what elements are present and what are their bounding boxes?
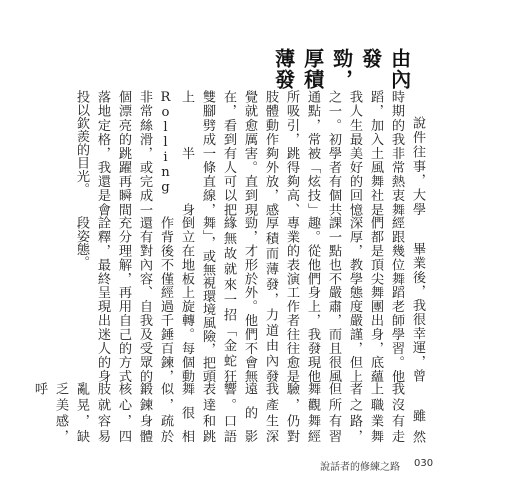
paragraph-3: 雖然我沒有走上職業舞者之路，但所有習舞觀舞經驗，仍對我產生深遠的影響。口語表達和跳舞很相似，疏於鍛鍊身體核心，四肢就容易亂晃，缺乏美感，呼 bbox=[32, 382, 425, 443]
chapter-title: 由內發勁，厚積薄發 bbox=[271, 48, 412, 90]
page-number: 030 bbox=[414, 458, 434, 469]
page-footer bbox=[320, 458, 433, 473]
paragraph-2: 畢業後，我很幸運，曾經跟幾位舞蹈老師學習。他們都是頂尖舞團出身，底蘊深厚，教學態度嚴謹，但上課一點也不嚴肅，而且很風趣。從他們身上，我發現他專業的表演工作者往往愈是厚積而薄發，力道由內發勁，才形於外。他們不會無緣無故就來一招「金蛇狂舞」，或無視環境風險，把頭倒立在地板上旋轉。每個動作背後不僅經過千錘百鍊，還有對內容、自我及受眾的充分理解，再用自己的方式詮釋，最終呈現出迷人的身段姿態。 bbox=[74, 215, 425, 383]
vertical-text-block bbox=[29, 48, 428, 443]
running-book-title: 說話者的修練之路 bbox=[320, 462, 400, 473]
paragraph-1: 說件往事，大學時期的我非常熱衷舞蹈，加入土風舞社是我人生最美好的回憶之一。初學者有個共通點，常被「炫技」所吸引，跳得夠高、肢體動作夠外放，感覺就愈厲害。直到現在，看到有人可以把雙腳劈成一條直線，上半身 Rolling 非常絲滑，或完成一個漂亮的跳躍再瞬間落地定格，我還是會投以欽羨的目光。 bbox=[74, 90, 425, 216]
